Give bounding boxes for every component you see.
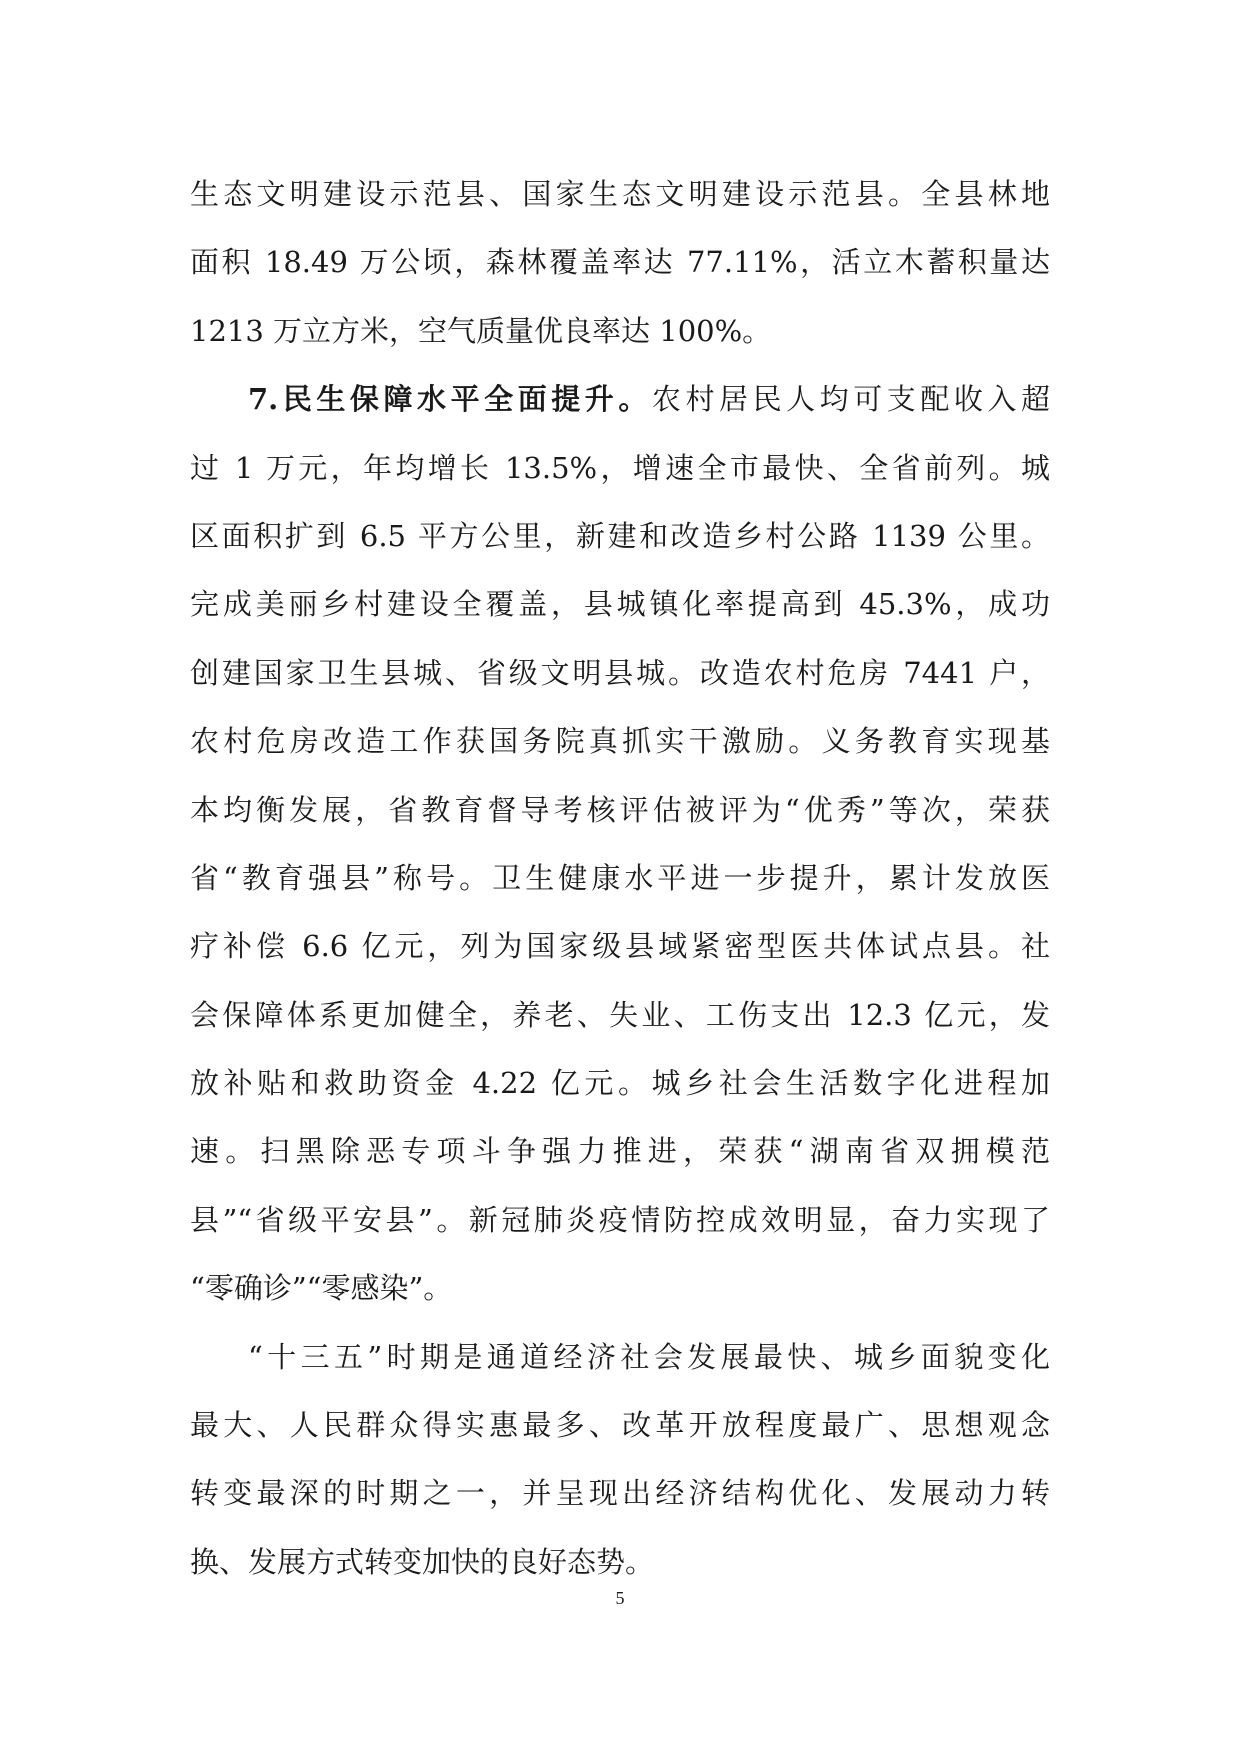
text-line: 过 1 万元，年均增长 13.5%，增速全市最快、全省前列。城 [190, 450, 1050, 485]
section-heading: 7.民生保障水平全面提升。 [248, 382, 652, 417]
text-line: 县”“省级平安县”。新冠肺炎疫情防控成效明显，奋力实现了 [190, 1202, 1050, 1237]
paragraph-summary [190, 1323, 1050, 1597]
text-line: 农村危房改造工作获国务院真抓实干激励。义务教育实现基 [190, 724, 1050, 759]
heading-line-text: 农村居民人均可支配收入超 [651, 382, 1050, 417]
document-body [190, 160, 1050, 1596]
text-line: “十三五”时期是通道经济社会发展最快、城乡面貌变化 [248, 1339, 1050, 1374]
text-line: 面积 18.49 万公顷，森林覆盖率达 77.11%，活立木蓄积量达 [190, 245, 1050, 280]
paragraph-livelihood [190, 365, 1050, 1322]
text-line: 生态文明建设示范县、国家生态文明建设示范县。全县林地 [190, 177, 1050, 211]
text-line: 会保障体系更加健全，养老、失业、工伤支出 12.3 亿元，发 [190, 997, 1050, 1032]
text-line: 区面积扩到 6.5 平方公里，新建和改造乡村公路 1139 公里。 [190, 518, 1050, 553]
paragraph-ecology [190, 160, 1050, 365]
text-line: 转变最深的时期之一，并呈现出经济结构优化、发展动力转 [190, 1476, 1050, 1511]
text-line: 创建国家卫生县城、省级文明县城。改造农村危房 7441 户， [190, 655, 1050, 690]
text-line: 放补贴和救助资金 4.22 亿元。城乡社会生活数字化进程加 [190, 1066, 1050, 1101]
page-number: 5 [615, 1588, 625, 1608]
text-line: “零确诊”“零感染”。 [190, 1271, 453, 1306]
text-line: 1213 万立方米，空气质量优良率达 100%。 [190, 313, 772, 348]
text-line: 完成美丽乡村建设全覆盖，县城镇化率提高到 45.3%，成功 [190, 587, 1050, 622]
text-line: 疗补偿 6.6 亿元，列为国家级县域紧密型医共体试点县。社 [190, 929, 1050, 964]
text-line: 最大、人民群众得实惠最多、改革开放程度最广、思想观念 [190, 1408, 1050, 1443]
text-line [190, 365, 1050, 433]
text-line: 速。扫黑除恶专项斗争强力推进，荣获“湖南省双拥模范 [190, 1134, 1050, 1169]
text-line: 本均衡发展，省教育督导考核评估被评为“优秀”等次，荣获 [190, 792, 1050, 827]
text-line: 省“教育强县”称号。卫生健康水平进一步提升，累计发放医 [190, 860, 1050, 895]
text-line: 换、发展方式转变加快的良好态势。 [190, 1544, 655, 1579]
